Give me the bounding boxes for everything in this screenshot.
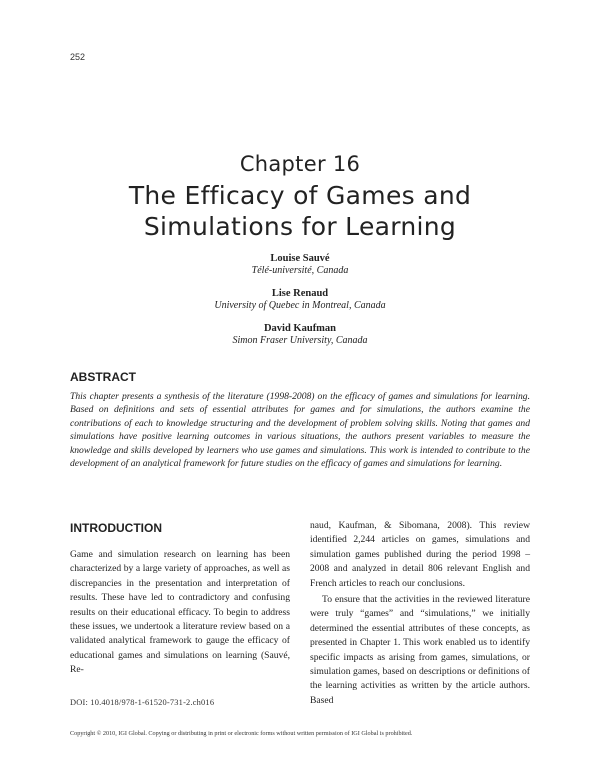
author-block	[0, 287, 600, 312]
chapter-label: Chapter 16	[239, 152, 361, 176]
paragraph: To ensure that the activities in the reviewed literature were truly “games” and “simulations,” we initially determined the essential attributes of these concepts, as presented in Chapter 1. This work enabled us to identify specific impacts as arising from games, simulations, or simulation games, based on descriptions or definitions of the learning activities as written by the article authors. Based	[310, 594, 530, 706]
abstract-text: This chapter presents a synthesis of the literature (1998-2008) on the efficacy of games and simulations for learning. Based on definitions and sets of essential attributes for games and for simulations, the authors examine the contributions of each to knowledge structuring and the development of problem solving skills. Noting that games and simulations have positive learning outcomes in various situations, the authors present variables to measure the knowledge and skills developed by learners who use games and simulations. This work is intended to contribute to the development of an analytical framework for future studies on the efficacy of games and simulations for learning.	[70, 391, 530, 470]
author-affiliation: Télé-université, Canada	[251, 265, 349, 276]
chapter-title-line-2: Simulations for Learning	[143, 212, 457, 241]
page-number: 252	[70, 52, 86, 62]
chapter-title-line-1: The Efficacy of Games and	[128, 181, 472, 210]
doi-line: DOI: 10.4018/978-1-61520-731-2.ch016	[70, 698, 215, 707]
copyright-notice: Copyright © 2010, IGI Global. Copying or distributing in print or electronic forms without written permission of IGI Global is prohibited.	[70, 730, 413, 737]
chapter-title	[60, 180, 540, 242]
body-column-right	[310, 519, 530, 708]
author-name: Louise Sauvé	[270, 253, 330, 264]
author-list	[0, 252, 600, 357]
author-name: David Kaufman	[263, 323, 337, 334]
paragraph: naud, Kaufman, & Sibomana, 2008). This review identified 2,244 articles on games, simulations and simulation games published during the period 1998 – 2008 and analyzed in detail 806 relevant English and French articles to reach our conclusions.	[310, 520, 530, 589]
abstract-heading: ABSTRACT	[70, 370, 136, 384]
author-block	[0, 322, 600, 347]
author-name: Lise Renaud	[271, 288, 329, 299]
introduction-heading: INTRODUCTION	[70, 521, 162, 535]
author-block	[0, 252, 600, 277]
paragraph: Game and simulation research on learning has been characterized by a large variety of approaches, as well as discrepancies in the presentation and interpretation of results. These have led to contradictory and confusing results on their educational efficacy. To begin to address these issues, we undertook a literature review based on a validated analytical framework to gauge the efficacy of educational games and simulations on learning (Sauvé, Re-	[70, 549, 290, 676]
author-affiliation: Simon Fraser University, Canada	[232, 335, 368, 346]
body-column-left	[70, 548, 290, 678]
author-affiliation: University of Quebec in Montreal, Canada	[214, 300, 386, 311]
